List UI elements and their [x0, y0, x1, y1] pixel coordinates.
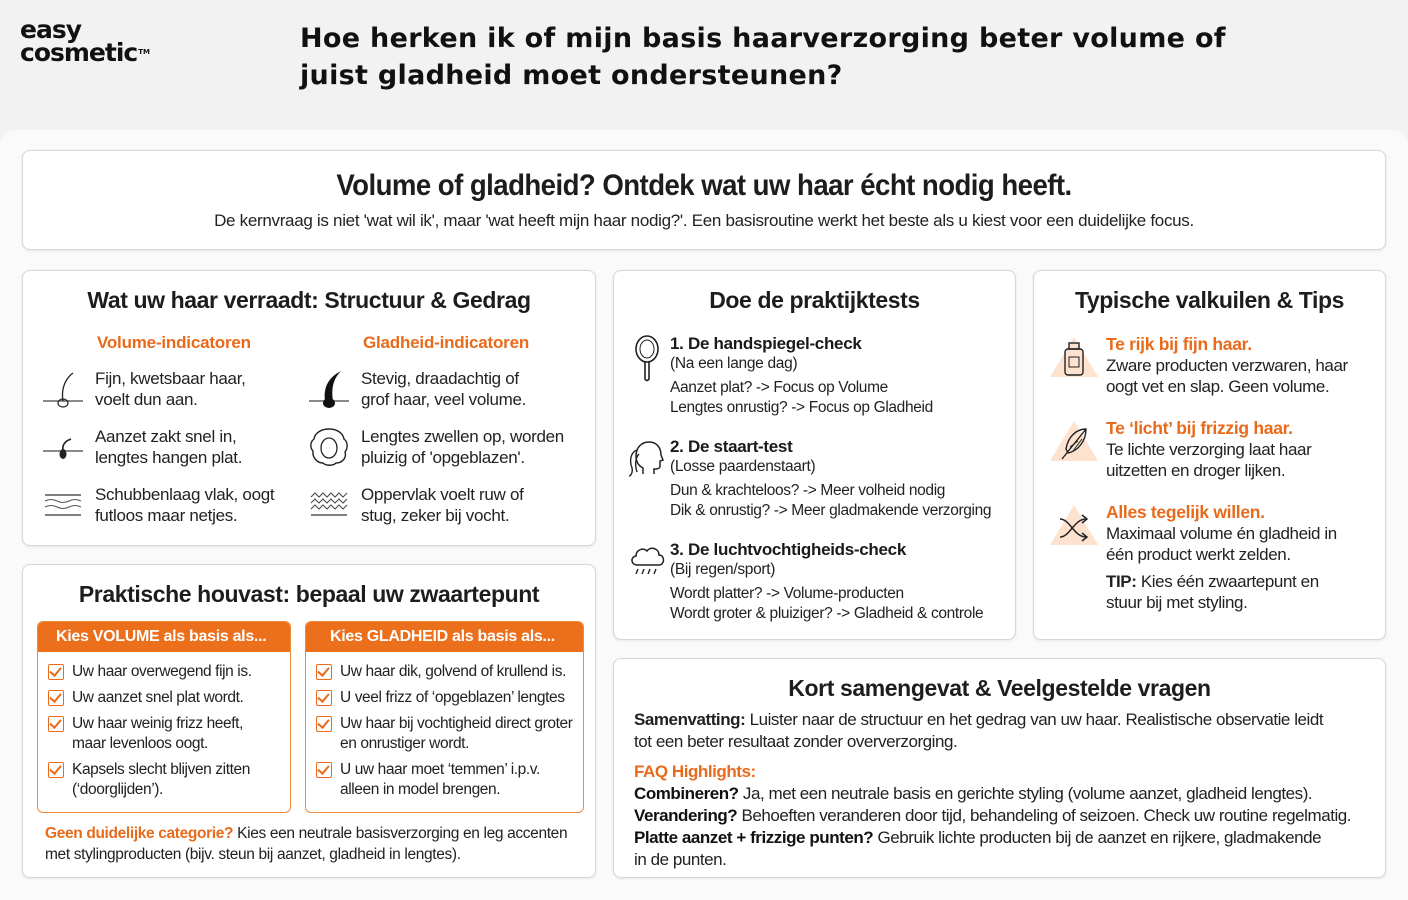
faq-answer: Gebruik lichte producten bij de aanzet en rijkere, gladmakende	[873, 828, 1322, 847]
criterion-line: Uw haar weinig frizz heeft,	[72, 715, 243, 732]
test-3-title: 3. De luchtvochtigheids-check	[670, 540, 906, 559]
test-item-1	[624, 333, 933, 418]
criterion-line: en onrustiger wordt.	[340, 735, 469, 752]
faq-item	[634, 805, 1379, 827]
tests-title: Doe de praktijktests	[709, 287, 920, 313]
test-2-subtitle: (Losse paardenstaart)	[670, 458, 816, 475]
rain-cloud-icon	[624, 539, 670, 624]
faq-question: Combineren?	[634, 784, 739, 803]
faq-item	[634, 827, 1379, 849]
smooth-indicators-heading: Gladheid-indicatoren	[363, 333, 530, 352]
checkbox-icon	[48, 664, 64, 680]
criterion-line: Uw haar dik, golvend of krullend is.	[340, 663, 566, 680]
smooth-criterion	[316, 662, 579, 682]
pitfall-1-line-1: Zware producten verzwaren, haar	[1106, 356, 1348, 375]
hero-panel	[22, 150, 1386, 250]
logo-line-1: easy	[20, 15, 82, 44]
faq-question: Verandering?	[634, 806, 738, 825]
volume-criterion	[48, 662, 286, 682]
smooth-criterion	[316, 688, 579, 708]
checkbox-icon	[48, 762, 64, 778]
test-1-subtitle: (Na een lange dag)	[670, 355, 798, 372]
logo-trademark: TM	[138, 48, 150, 56]
ponytail-head-icon	[624, 436, 670, 521]
volume-indicators-heading: Volume-indicatoren	[97, 333, 251, 352]
faq-answer: Ja, met een neutrale basis en gerichte styling (volume aanzet, gladheid lengtes).	[738, 784, 1313, 803]
faq-answer: Behoeften veranderen door tijd, behandeling of seizoen. Check uw routine regelmatig.	[737, 806, 1352, 825]
volume-criterion	[48, 714, 286, 754]
volume-indicator-1-line-2: voelt dun aan.	[95, 390, 198, 409]
checkbox-icon	[316, 664, 332, 680]
criterion-line: Uw haar bij vochtigheid direct groter	[340, 715, 573, 732]
frizzy-head-icon	[307, 425, 351, 469]
pitfall-2-line-1: Te lichte verzorging laat haar	[1106, 440, 1312, 459]
faq-section	[634, 761, 1379, 871]
hand-mirror-icon	[624, 333, 670, 418]
logo-line-2: cosmetic	[20, 38, 138, 67]
test-2-line-2: Dik & onrustig? -> Meer gladmakende verzorging	[670, 502, 992, 519]
smooth-indicator-2-line-1: Lengtes zwellen op, worden	[361, 427, 564, 446]
criterion-line: alleen in model brengen.	[340, 781, 501, 798]
test-3-subtitle: (Bij regen/sport)	[670, 561, 776, 578]
summary-line-1: Luister naar de structuur en het gedrag van uw haar. Realistische observatie leidt	[745, 710, 1324, 729]
pitfall-1-title: Te rijk bij fijn haar.	[1106, 334, 1252, 354]
houvast-footnote	[45, 823, 585, 865]
criterion-line: (‘doorglijden’).	[72, 781, 163, 798]
criterion-line: maar levenloos oogt.	[72, 735, 208, 752]
criterion-line: Kapsels slecht blijven zitten	[72, 761, 250, 778]
volume-criterion	[48, 760, 286, 800]
rough-cuticle-icon	[307, 483, 351, 527]
tip-line-1: Kies één zwaartepunt en	[1136, 572, 1319, 591]
coarse-hair-icon	[307, 367, 351, 411]
criterion-line: U veel frizz of ‘opgeblazen’ lengtes	[340, 689, 565, 706]
structure-title: Wat uw haar verraadt: Structuur & Gedrag	[87, 287, 531, 313]
smooth-indicator-3-line-2: stug, zeker bij vocht.	[361, 506, 510, 525]
criterion-line: Uw haar overwegend fijn is.	[72, 663, 252, 680]
smooth-indicator-3-line-1: Oppervlak voelt ruw of	[361, 485, 524, 504]
volume-indicator-1-line-1: Fijn, kwetsbaar haar,	[95, 369, 246, 388]
tip-label: TIP:	[1106, 572, 1137, 591]
test-3-line-1: Wordt platter? -> Volume-producten	[670, 585, 904, 602]
houvast-panel	[22, 564, 596, 878]
bottle-icon	[1048, 333, 1106, 381]
volume-choice-header: Kies VOLUME als basis als...	[38, 622, 290, 652]
volume-indicator-3-line-2: futloos maar netjes.	[95, 506, 238, 525]
summary-label: Samenvatting:	[634, 710, 746, 729]
volume-indicator-3-line-1: Schubbenlaag vlak, oogt	[95, 485, 275, 504]
tip-line-2: stuur bij met styling.	[1106, 593, 1248, 612]
smooth-indicator-1-line-2: grof haar, veel volume.	[361, 390, 527, 409]
pitfalls-panel	[1033, 270, 1386, 640]
checkbox-icon	[316, 690, 332, 706]
hero-subtitle: De kernvraag is niet 'wat wil ik', maar 'wat heeft mijn haar nodig?'. Een basisroutine werkt het beste als u kiest voor een duidelijke focus.	[214, 211, 1194, 230]
flat-root-icon	[41, 425, 85, 469]
smooth-indicator-2	[307, 425, 564, 469]
pitfall-tip	[1106, 571, 1337, 613]
test-1-line-1: Aanzet plat? -> Focus op Volume	[670, 379, 888, 396]
faq-item	[634, 783, 1379, 805]
smooth-indicator-2-line-2: pluizig of 'opgeblazen'.	[361, 448, 525, 467]
pitfall-2-line-2: uitzetten en droger lijken.	[1106, 461, 1286, 480]
faq-question: Platte aanzet + frizzige punten?	[634, 828, 874, 847]
hero-title: Volume of gladheid? Ontdek wat uw haar écht nodig heeft.	[336, 169, 1072, 202]
checkbox-icon	[48, 690, 64, 706]
pitfall-item-2	[1048, 417, 1311, 481]
pitfall-2-title: Te ‘licht’ bij frizzig haar.	[1106, 418, 1293, 438]
smooth-choice-header: Kies GLADHEID als basis als...	[306, 622, 583, 652]
pitfall-3-line-2: één product werkt zelden.	[1106, 545, 1291, 564]
volume-indicator-1	[41, 367, 246, 411]
test-3-line-2: Wordt groter & pluiziger? -> Gladheid & controle	[670, 605, 984, 622]
houvast-foot-answer-1: Kies een neutrale basisverzorging en leg accenten	[233, 825, 568, 842]
flat-cuticle-icon	[41, 483, 85, 527]
summary-title: Kort samengevat & Veelgestelde vragen	[788, 675, 1211, 701]
houvast-title: Praktische houvast: bepaal uw zwaartepunt	[78, 581, 540, 607]
smooth-criterion	[316, 714, 579, 754]
smooth-choice-box	[305, 621, 584, 813]
houvast-foot-answer-2: met stylingproducten (bijv. steun bij aanzet, gladheid in lengtes).	[45, 846, 461, 863]
smooth-indicator-1	[307, 367, 526, 411]
houvast-foot-question: Geen duidelijke categorie?	[45, 825, 234, 842]
feather-icon	[1048, 417, 1106, 465]
smooth-indicator-1-line-1: Stevig, draadachtig of	[361, 369, 519, 388]
test-item-3	[624, 539, 983, 624]
volume-criterion	[48, 688, 286, 708]
logo	[20, 15, 150, 67]
volume-indicator-2-line-2: lengtes hangen plat.	[95, 448, 243, 467]
criterion-line: U uw haar moet ‘temmen’ i.p.v.	[340, 761, 540, 778]
checkbox-icon	[316, 716, 332, 732]
volume-choice-box	[37, 621, 291, 813]
summary-text	[634, 709, 1379, 753]
volume-indicator-2-line-1: Aanzet zakt snel in,	[95, 427, 237, 446]
pitfall-3-line-1: Maximaal volume én gladheid in	[1106, 524, 1337, 543]
structure-panel	[22, 270, 596, 546]
volume-indicator-2	[41, 425, 242, 469]
test-1-line-2: Lengtes onrustig? -> Focus op Gladheid	[670, 399, 933, 416]
pitfall-item-1	[1048, 333, 1348, 397]
fine-hair-icon	[41, 367, 85, 411]
smooth-criterion	[316, 760, 579, 800]
faq-heading: FAQ Highlights:	[634, 762, 756, 781]
pitfall-item-3	[1048, 501, 1337, 613]
crossing-arrows-icon	[1048, 501, 1106, 549]
smooth-indicator-3	[307, 483, 524, 527]
summary-panel	[613, 658, 1386, 878]
criterion-line: Uw aanzet snel plat wordt.	[72, 689, 244, 706]
page-title: Hoe herken ik of mijn basis haarverzorging beter volume of juist gladheid moet ondersteunen?	[300, 23, 1226, 91]
test-2-line-1: Dun & krachteloos? -> Meer volheid nodig	[670, 482, 946, 499]
summary-line-2: tot een beter resultaat zonder oververzorging.	[634, 732, 958, 751]
pitfall-1-line-2: oogt vet en slap. Geen volume.	[1106, 377, 1330, 396]
volume-indicator-3	[41, 483, 274, 527]
test-2-title: 2. De staart-test	[670, 437, 793, 456]
faq-answer-continued: in de punten.	[634, 850, 727, 869]
checkbox-icon	[316, 762, 332, 778]
test-1-title: 1. De handspiegel-check	[670, 334, 862, 353]
tests-panel	[613, 270, 1016, 640]
pitfalls-title: Typische valkuilen & Tips	[1074, 287, 1345, 313]
test-item-2	[624, 436, 991, 521]
checkbox-icon	[48, 716, 64, 732]
pitfall-3-title: Alles tegelijk willen.	[1106, 502, 1265, 522]
